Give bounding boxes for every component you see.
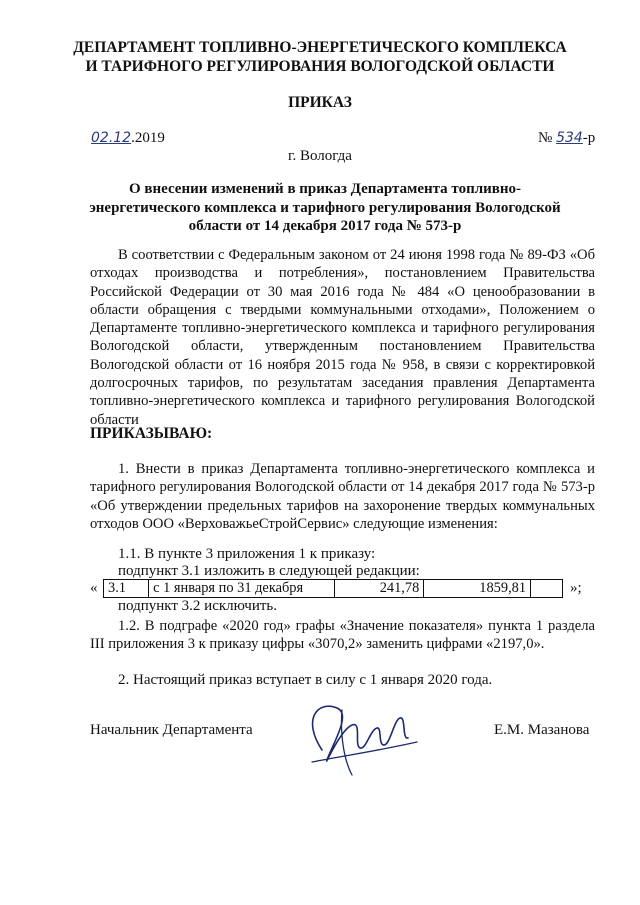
signature-name: Е.М. Мазанова [494, 722, 590, 738]
item-1-1: 1.1. В пункте 3 приложения 1 к приказу: [118, 546, 376, 562]
date-year: .2019 [131, 130, 165, 146]
subitem-3-1: подпункт 3.1 изложить в следующей редакции: [118, 563, 420, 579]
subitem-3-2: подпункт 3.2 исключить. [118, 598, 277, 614]
table-cell-empty [531, 580, 563, 598]
tariff-table [103, 579, 563, 598]
handwritten-date: 02.12 [91, 130, 132, 146]
table-cell-value-1: 241,78 [335, 580, 424, 598]
table-cell-value-2: 1859,81 [424, 580, 531, 598]
header-line-1: ДЕПАРТАМЕНТ ТОПЛИВНО-ЭНЕРГЕТИЧЕСКОГО КОМПЛЕКСА [73, 39, 567, 56]
table-cell-number: 3.1 [104, 580, 149, 598]
subject [80, 180, 570, 236]
order-number [538, 130, 595, 147]
table-row [104, 580, 563, 598]
table-cell-period: с 1 января по 31 декабря [149, 580, 335, 598]
quote-open: « [90, 580, 98, 596]
city: г. Вологда [288, 148, 352, 164]
number-suffix: -р [582, 130, 596, 146]
doc-type: ПРИКАЗ [288, 94, 352, 111]
quote-close: »; [570, 580, 582, 596]
handwritten-number: 534 [556, 130, 583, 146]
signature-image [282, 690, 422, 780]
header-line-2: И ТАРИФНОГО РЕГУЛИРОВАНИЯ ВОЛОГОДСКОЙ ОБЛАСТИ [85, 58, 555, 75]
preamble: В соответствии с Федеральным законом от 24 июня 1998 года № 89-ФЗ «Об отходах производства и потребления», постановлением Правительства Российской Федерации от 30 мая 2016 года № 484 «О ценообразовании в области обращения с твердыми коммунальными отходами», Положением о Департаменте топливно-энергетического комплекса и тарифного регулирования Вологодской области, утвержденным постановлением Правительства Вологодской области от 16 ноября 2015 года № 958, в связи с корректировкой долгосрочных тарифов, по результатам заседания правления Департамента топливно-энергетического комплекса и тарифного регулирования Вологодской области [90, 247, 595, 428]
department-header [60, 38, 580, 76]
subject-line-2: энергетического комплекса и тарифного регулирования Вологодской [89, 199, 561, 216]
order-date [91, 130, 165, 147]
item-1-2: 1.2. В подграфе «2020 год» графы «Значение показателя» пункта 1 раздела III приложения 3 к приказу цифры «3070,2» заменить цифрами «2197,0». [90, 618, 595, 653]
order-word: ПРИКАЗЫВАЮ: [90, 425, 213, 442]
item-2: 2. Настоящий приказ вступает в силу с 1 января 2020 года. [118, 672, 493, 688]
item-1: 1. Внести в приказ Департамента топливно-энергетического комплекса и тарифного регулирования Вологодской области от 14 декабря 2017 года № 573-р «Об утверждении предельных тарифов на захоронение твердых коммунальных отходов ООО «ВерховажьеСтройСервис» следующие изменения: [90, 461, 595, 532]
subject-line-3: области от 14 декабря 2017 года № 573-р [188, 218, 462, 234]
signature-position: Начальник Департамента [90, 722, 253, 738]
number-sign: № [538, 130, 553, 146]
subject-line-1: О внесении изменений в приказ Департамента топливно- [128, 181, 522, 197]
